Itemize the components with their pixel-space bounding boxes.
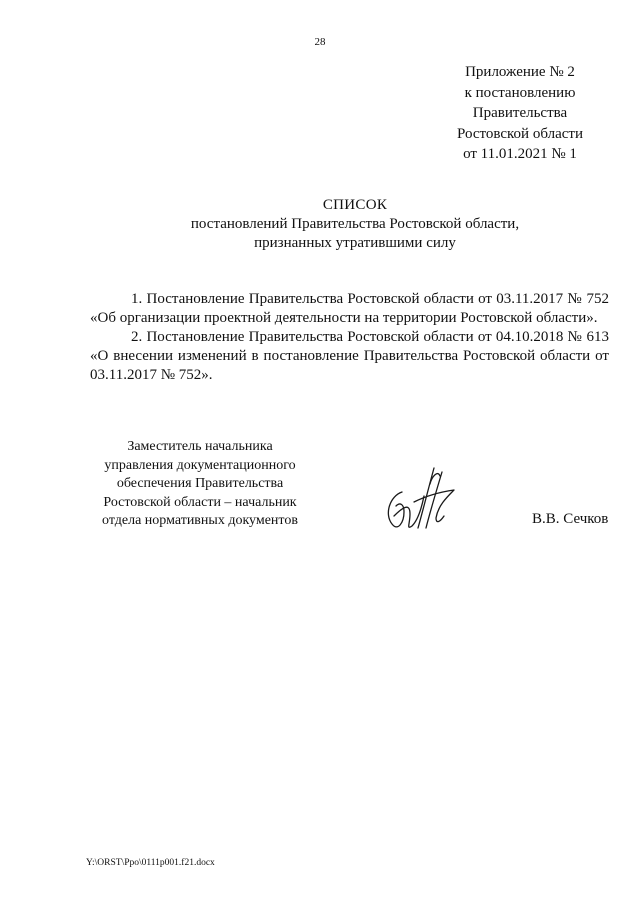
signatory-position-line: Заместитель начальника	[127, 439, 273, 454]
appendix-line: к постановлению	[464, 84, 576, 101]
handwritten-signature	[380, 462, 460, 534]
appendix-line: от 11.01.2021 № 1	[463, 146, 577, 162]
list-item: 1. Постановление Правительства Ростовской области от 03.11.2017 № 752 «Об организации проектной деятельности на территории Ростовской области».	[90, 291, 609, 326]
appendix-header	[420, 62, 620, 165]
page-number: 28	[314, 36, 326, 48]
appendix-line: Ростовской области	[457, 125, 583, 142]
document-subtitle: постановлений Правительства Ростовской области,	[190, 216, 520, 232]
file-path: Y:\ORST\Ppo\0111p001.f21.docx	[86, 858, 215, 868]
signatory-position-line: Ростовской области – начальник	[103, 494, 297, 510]
signatory-name: В.В. Сечков	[532, 511, 609, 527]
list-item: 2. Постановление Правительства Ростовской области от 04.10.2018 № 613 «О внесении изменений в постановление Правительства Ростовской области от 03.11.2017 № 752».	[90, 329, 609, 383]
appendix-line: Приложение № 2	[465, 64, 575, 80]
document-subtitle: признанных утратившими силу	[254, 235, 456, 251]
document-title: СПИСОК	[322, 197, 388, 213]
appendix-line: Правительства	[472, 105, 568, 121]
document-title-block	[0, 196, 640, 253]
signatory-position-line: управления документационного	[104, 457, 296, 473]
signatory-position-line: обеспечения Правительства	[116, 476, 284, 491]
resolutions-list	[90, 290, 609, 385]
signatory-position	[80, 438, 320, 531]
signatory-position-line: отдела нормативных документов	[102, 513, 298, 528]
